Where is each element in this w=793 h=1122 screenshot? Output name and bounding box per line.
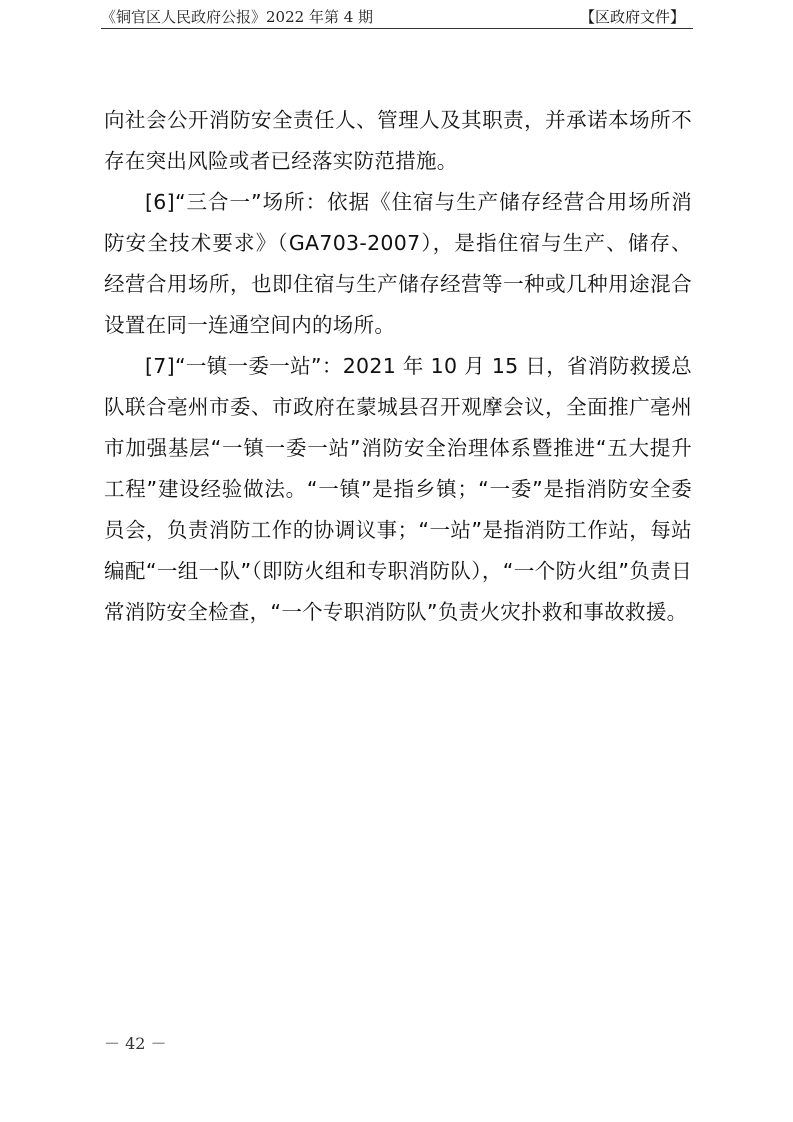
publication-title: 《铜官区人民政府公报》2022 年第 4 期 bbox=[101, 8, 374, 26]
paragraph-continuation: 向社会公开消防安全责任人、管理人及其职责，并承诺本场所不存在突出风险或者已经落实防范措施。 bbox=[104, 108, 692, 173]
page-number: － 42 － bbox=[104, 1034, 167, 1053]
header-divider bbox=[101, 28, 693, 29]
page-header bbox=[101, 6, 693, 28]
paragraph-note-6: [6]“三合一”场所：依据《住宿与生产储存经营合用场所消防安全技术要求》（GA703-2007），是指住宿与生产、储存、经营合用场所，也即住宿与生产储存经营等一种或几种用途混合设置在同一连通空间内的场所。 bbox=[104, 190, 692, 337]
paragraph-note-7: [7]“一镇一委一站”：2021 年 10 月 15 日，省消防救援总队联合亳州市委、市政府在蒙城县召开观摩会议，全面推广亳州市加强基层“一镇一委一站”消防安全治理体系暨推进“五大提升工程”建设经验做法。“一镇”是指乡镇；“一委”是指消防安全委员会，负责消防工作的协调议事；“一站”是指消防工作站，每站编配“一组一队”（即防火组和专职消防队），“一个防火组”负责日常消防安全检查，“一个专职消防队”负责火灾扑救和事故救援。 bbox=[104, 354, 692, 624]
document-body bbox=[104, 100, 692, 633]
section-label: 【区政府文件】 bbox=[579, 8, 685, 26]
